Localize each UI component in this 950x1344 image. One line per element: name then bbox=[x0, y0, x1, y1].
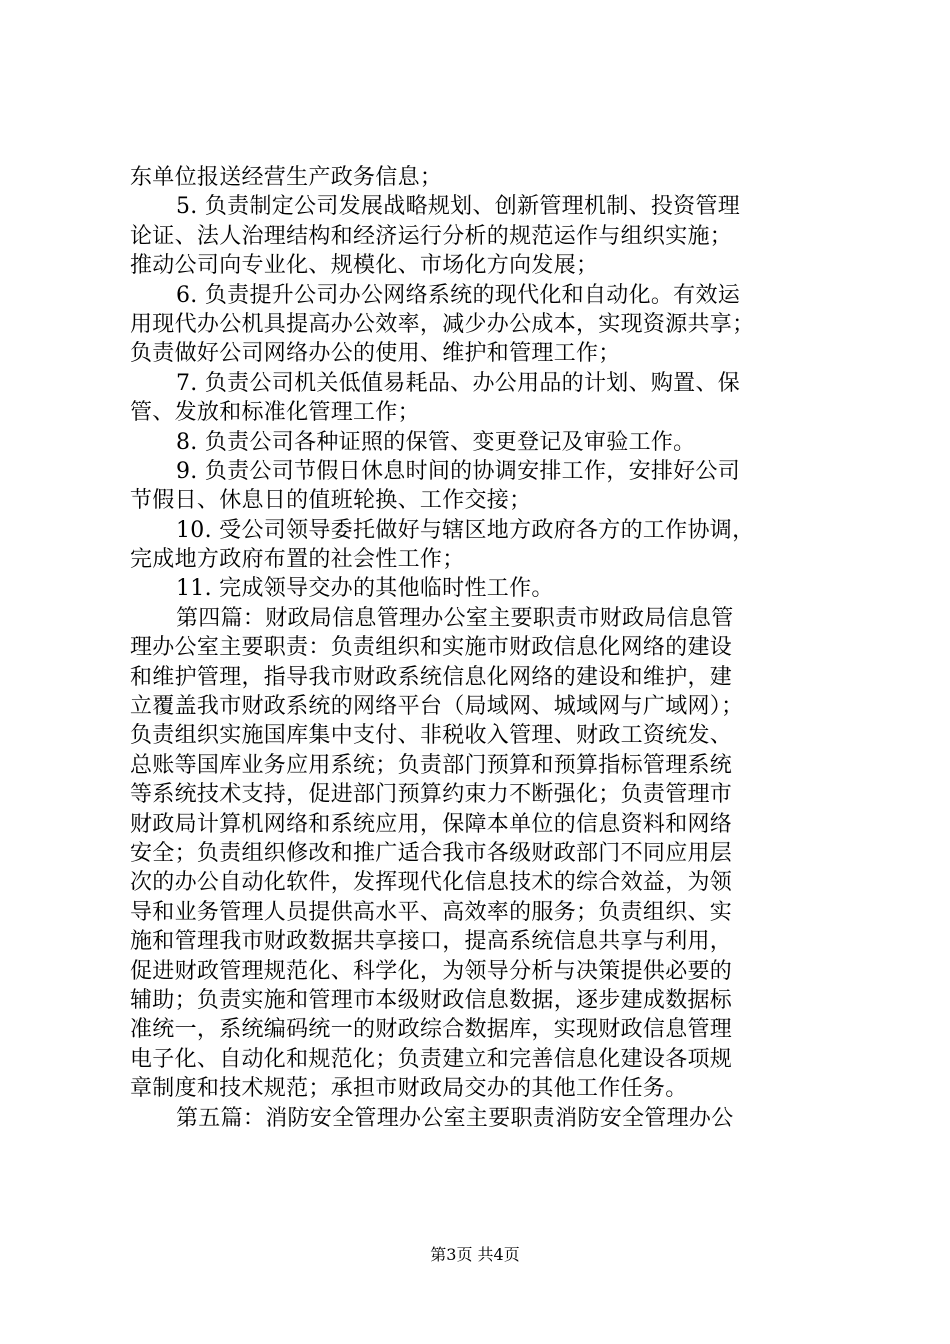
text-line: 辅助；负责实施和管理市本级财政信息数据，逐步建成数据标 bbox=[130, 987, 733, 1013]
text-line: 负责组织实施国库集中支付、非税收入管理、财政工资统发、 bbox=[130, 723, 733, 749]
text-line: 电子化、自动化和规范化；负责建立和完善信息化建设各项规 bbox=[130, 1046, 733, 1072]
text-line: 促进财政管理规范化、科学化，为领导分析与决策提供必要的 bbox=[130, 958, 733, 984]
text-line: 准统一，系统编码统一的财政综合数据库，实现财政信息管理 bbox=[130, 1017, 733, 1043]
text-line: 施和管理我市财政数据共享接口，提高系统信息共享与利用， bbox=[130, 929, 733, 955]
text-line: 安全；负责组织修改和推广适合我市各级财政部门不同应用层 bbox=[130, 840, 733, 866]
text-line: 5. 负责制定公司发展战略规划、创新管理机制、投资管理 bbox=[176, 194, 741, 220]
text-line: 7. 负责公司机关低值易耗品、办公用品的计划、购置、保 bbox=[176, 370, 741, 396]
text-line: 论证、法人治理结构和经济运行分析的规范运作与组织实施； bbox=[130, 223, 733, 249]
text-line: 立覆盖我市财政系统的网络平台（局域网、城域网与广域网）； bbox=[130, 694, 744, 720]
text-line: 管、发放和标准化管理工作； bbox=[130, 400, 420, 426]
text-line: 第五篇：消防安全管理办公室主要职责消防安全管理办公 bbox=[176, 1105, 734, 1131]
text-line: 第四篇：财政局信息管理办公室主要职责市财政局信息管 bbox=[176, 605, 734, 631]
text-line: 负责做好公司网络办公的使用、维护和管理工作； bbox=[130, 341, 621, 367]
text-line: 总账等国库业务应用系统；负责部门预算和预算指标管理系统 bbox=[130, 752, 733, 778]
text-line: 推动公司向专业化、规模化、市场化方向发展； bbox=[130, 253, 599, 279]
text-line: 用现代办公机具提高办公效率，减少办公成本，实现资源共享； bbox=[130, 311, 755, 337]
text-line: 财政局计算机网络和系统应用，保障本单位的信息资料和网络 bbox=[130, 811, 733, 837]
page-footer: 第3页 共4页 bbox=[430, 1245, 520, 1264]
text-line: 和维护管理，指导我市财政系统信息化网络的建设和维护，建 bbox=[130, 664, 733, 690]
text-line: 10. 受公司领导委托做好与辖区地方政府各方的工作协调， bbox=[176, 517, 755, 543]
text-line: 完成地方政府布置的社会性工作； bbox=[130, 547, 465, 573]
text-line: 8. 负责公司各种证照的保管、变更登记及审验工作。 bbox=[176, 429, 696, 455]
text-line: 等系统技术支持，促进部门预算约束力不断强化；负责管理市 bbox=[130, 782, 733, 808]
text-line: 导和业务管理人员提供高水平、高效率的服务；负责组织、实 bbox=[130, 899, 733, 925]
text-line: 11. 完成领导交办的其他临时性工作。 bbox=[176, 576, 554, 602]
text-line: 节假日、休息日的值班轮换、工作交接； bbox=[130, 488, 532, 514]
text-line: 东单位报送经营生产政务信息； bbox=[130, 165, 443, 190]
text-line: 6. 负责提升公司办公网络系统的现代化和自动化。有效运 bbox=[176, 282, 741, 308]
text-line: 理办公室主要职责：负责组织和实施市财政信息化网络的建设 bbox=[130, 635, 733, 661]
text-line: 9. 负责公司节假日休息时间的协调安排工作，安排好公司 bbox=[176, 458, 741, 484]
document-body bbox=[130, 163, 830, 1133]
text-line: 次的办公自动化软件，发挥现代化信息技术的综合效益，为领 bbox=[130, 870, 733, 896]
text-line: 章制度和技术规范；承担市财政局交办的其他工作任务。 bbox=[130, 1076, 688, 1102]
